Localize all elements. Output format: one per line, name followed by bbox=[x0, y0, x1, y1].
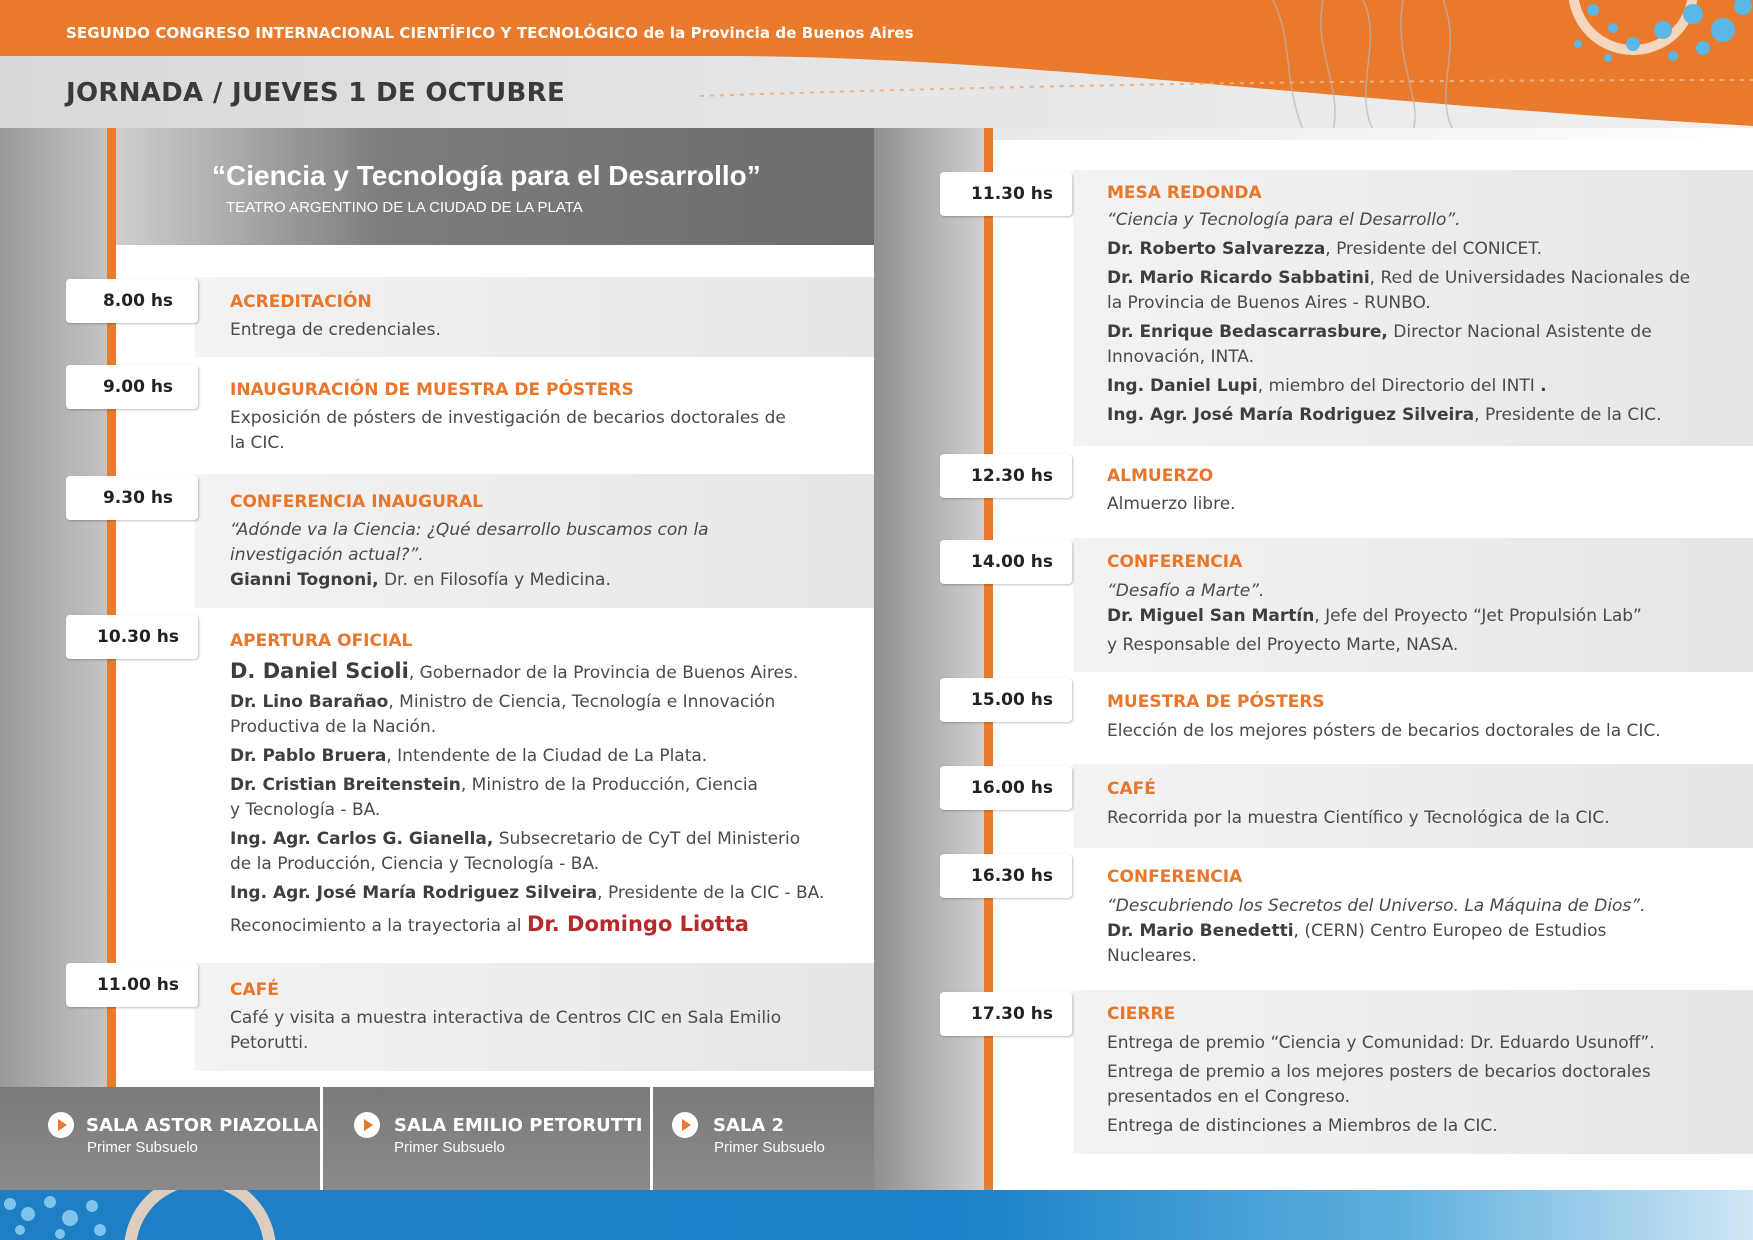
item-text: y Responsable del Proyecto Marte, NASA. bbox=[1107, 635, 1459, 655]
item-text: Exposición de pósters de investigación de becarios doctorales de bbox=[230, 408, 786, 428]
speaker-role: , Red de Universidades Nacionales de bbox=[1369, 268, 1691, 288]
item-quote: investigación actual?”. bbox=[230, 545, 424, 565]
play-icon bbox=[354, 1112, 380, 1138]
item-heading: MESA REDONDA bbox=[1107, 183, 1262, 203]
item-text: Entrega de premio “Ciencia y Comunidad: Dr. Eduardo Usunoff”. bbox=[1107, 1033, 1655, 1053]
speaker-line bbox=[230, 744, 824, 769]
speaker-name: Dr. Mario Ricardo Sabbatini bbox=[1107, 268, 1370, 288]
speaker-name: Dr. Cristian Breitenstein bbox=[230, 775, 461, 795]
item-text: Entrega de premio a los mejores posters de becarios doctorales bbox=[1107, 1062, 1651, 1082]
speaker-role: , Intendente de la Ciudad de La Plata. bbox=[386, 746, 708, 766]
speaker-line bbox=[1107, 320, 1690, 370]
time-label: 9.30 hs bbox=[66, 476, 198, 520]
speaker-name: Ing. Agr. Carlos G. Gianella, bbox=[230, 829, 494, 849]
time-label: 12.30 hs bbox=[940, 454, 1072, 498]
item-quote: “Desafío a Marte”. bbox=[1107, 581, 1265, 601]
time-label: 16.00 hs bbox=[940, 766, 1072, 810]
speaker-role: , Jefe del Proyecto “Jet Propulsión Lab” bbox=[1314, 606, 1642, 626]
item-text: Recorrida por la muestra Científico y Tecnológica de la CIC. bbox=[1107, 808, 1610, 828]
item-body bbox=[1107, 208, 1690, 432]
left-side-bar bbox=[0, 128, 107, 1088]
honoree-name: Dr. Domingo Liotta bbox=[526, 912, 749, 936]
speaker-role: , Ministro de Ciencia, Tecnología e Innovación bbox=[388, 692, 776, 712]
item-heading: APERTURA OFICIAL bbox=[230, 631, 413, 651]
speaker-line bbox=[1107, 604, 1642, 629]
speaker-name: Dr. Enrique Bedascarrasbure, bbox=[1107, 322, 1388, 342]
item-body bbox=[230, 406, 786, 456]
item-heading: INAUGURACIÓN DE MUESTRA DE PÓSTERS bbox=[230, 380, 634, 400]
speaker-name: D. Daniel Scioli bbox=[230, 659, 409, 683]
item-text: Almuerzo libre. bbox=[1107, 494, 1236, 514]
speaker-role: Innovación, INTA. bbox=[1107, 347, 1255, 367]
speaker-line bbox=[230, 690, 824, 740]
item-body bbox=[230, 518, 709, 593]
time-label: 15.00 hs bbox=[940, 678, 1072, 722]
item-heading: CAFÉ bbox=[1107, 779, 1156, 799]
item-body bbox=[1107, 894, 1646, 969]
item-text: Entrega de credenciales. bbox=[230, 320, 441, 340]
speaker-role: Subsecretario de CyT del Ministerio bbox=[493, 829, 801, 849]
time-label: 17.30 hs bbox=[940, 992, 1072, 1036]
item-quote: “Adónde va la Ciencia: ¿Qué desarrollo buscamos con la bbox=[230, 520, 709, 540]
item-text: Elección de los mejores pósters de becarios doctorales de la CIC. bbox=[1107, 721, 1661, 741]
sala-name: SALA 2 bbox=[713, 1115, 785, 1136]
item-text: la CIC. bbox=[230, 433, 285, 453]
speaker-name: Ing. Agr. José María Rodriguez Silveira bbox=[230, 883, 598, 903]
left-orange-line bbox=[107, 128, 116, 1088]
item-text: Café y visita a muestra interactiva de Centros CIC en Sala Emilio bbox=[230, 1008, 782, 1028]
speaker-role: Director Nacional Asistente de bbox=[1387, 322, 1652, 342]
speaker-role: , Presidente del CONICET. bbox=[1325, 239, 1543, 259]
speaker-role: , Presidente de la CIC - BA. bbox=[597, 883, 825, 903]
play-icon bbox=[48, 1112, 74, 1138]
time-label: 14.00 hs bbox=[940, 540, 1072, 584]
item-body bbox=[1107, 492, 1236, 521]
speaker-line bbox=[1107, 403, 1690, 428]
item-text: Nucleares. bbox=[1107, 946, 1197, 966]
sala-floor: Primer Subsuelo bbox=[394, 1139, 505, 1156]
right-top-strip bbox=[993, 128, 1753, 140]
event-title: “Ciencia y Tecnología para el Desarrollo” bbox=[212, 160, 761, 191]
item-text: Entrega de distinciones a Miembros de la CIC. bbox=[1107, 1116, 1498, 1136]
sala-floor: Primer Subsuelo bbox=[87, 1139, 198, 1156]
speaker-role: , Ministro de la Producción, Ciencia bbox=[460, 775, 758, 795]
time-label: 10.30 hs bbox=[66, 615, 198, 659]
play-icon bbox=[672, 1112, 698, 1138]
speaker-line bbox=[1107, 919, 1646, 944]
time-label: 9.00 hs bbox=[66, 365, 198, 409]
congress-title: SEGUNDO CONGRESO INTERNACIONAL CIENTÍFICO Y TECNOLÓGICO de la Provincia de Buenos Aires bbox=[66, 24, 914, 42]
event-venue: TEATRO ARGENTINO DE LA CIUDAD DE LA PLATA bbox=[226, 199, 583, 216]
item-body bbox=[1107, 579, 1642, 658]
speaker-role: , (CERN) Centro Europeo de Estudios bbox=[1293, 921, 1607, 941]
speaker-line bbox=[1107, 266, 1690, 316]
item-quote: “Descubriendo los Secretos del Universo. La Máquina de Dios”. bbox=[1107, 896, 1646, 916]
speaker-name: Dr. Pablo Bruera bbox=[230, 746, 387, 766]
speaker-role: la Provincia de Buenos Aires - RUNBO. bbox=[1107, 293, 1431, 313]
item-heading: CONFERENCIA bbox=[1107, 552, 1243, 572]
time-label: 16.30 hs bbox=[940, 854, 1072, 898]
item-body bbox=[1107, 719, 1661, 748]
speaker-line: Ing. Daniel Lupi, miembro del Directorio del INTI . bbox=[1107, 376, 1547, 396]
speaker-name: Ing. Daniel Lupi bbox=[1107, 376, 1258, 396]
item-quote: “Ciencia y Tecnología para el Desarrollo”. bbox=[1107, 210, 1461, 230]
jornada-title: JORNADA / JUEVES 1 DE OCTUBRE bbox=[66, 78, 566, 108]
item-heading: CAFÉ bbox=[230, 980, 279, 1000]
speaker-line bbox=[1107, 237, 1690, 262]
item-text: Petorutti. bbox=[230, 1033, 309, 1053]
speaker-line bbox=[230, 881, 824, 906]
item-heading: CIERRE bbox=[1107, 1004, 1176, 1024]
item-heading: ACREDITACIÓN bbox=[230, 292, 372, 312]
speaker-role: Productiva de la Nación. bbox=[230, 717, 437, 737]
time-label: 8.00 hs bbox=[66, 279, 198, 323]
item-body bbox=[230, 1006, 781, 1056]
item-heading: CONFERENCIA bbox=[1107, 867, 1243, 887]
item-heading: CONFERENCIA INAUGURAL bbox=[230, 492, 484, 512]
item-heading: MUESTRA DE PÓSTERS bbox=[1107, 692, 1325, 712]
speaker-name: Gianni Tognoni, bbox=[230, 570, 379, 590]
speaker-line bbox=[230, 659, 824, 686]
speaker-role: , Presidente de la CIC. bbox=[1474, 405, 1662, 425]
speaker-name: Ing. Agr. José María Rodriguez Silveira bbox=[1107, 405, 1475, 425]
item-text: presentados en el Congreso. bbox=[1107, 1087, 1350, 1107]
time-label: 11.30 hs bbox=[940, 172, 1072, 216]
speaker-line bbox=[230, 568, 709, 593]
speaker-role: , miembro del Directorio del INTI bbox=[1257, 376, 1541, 396]
time-label: 11.00 hs bbox=[66, 963, 198, 1007]
speaker-role: , Gobernador de la Provincia de Buenos Aires. bbox=[408, 663, 799, 683]
item-body bbox=[230, 318, 441, 347]
sala-name: SALA EMILIO PETORUTTI bbox=[394, 1115, 643, 1136]
speaker-name: Dr. Roberto Salvarezza bbox=[1107, 239, 1326, 259]
item-body bbox=[1107, 806, 1610, 835]
speaker-role: y Tecnología - BA. bbox=[230, 800, 381, 820]
speaker-line bbox=[230, 827, 824, 877]
footer-bubbles-decoration bbox=[0, 1190, 360, 1240]
item-body bbox=[1107, 1031, 1655, 1143]
speaker-role: Dr. en Filosofía y Medicina. bbox=[378, 570, 611, 590]
header-bubbles-decoration bbox=[1233, 0, 1753, 130]
speaker-name: Dr. Lino Barañao bbox=[230, 692, 389, 712]
speaker-line bbox=[230, 773, 824, 823]
recognition-text: Reconocimiento a la trayectoria al bbox=[230, 916, 527, 936]
item-body bbox=[230, 659, 824, 943]
item-heading: ALMUERZO bbox=[1107, 466, 1214, 486]
sala-name: SALA ASTOR PIAZOLLA bbox=[86, 1115, 319, 1136]
speaker-role: de la Producción, Ciencia y Tecnología - BA. bbox=[230, 854, 600, 874]
sala-floor: Primer Subsuelo bbox=[714, 1139, 825, 1156]
speaker-name: Dr. Mario Benedetti bbox=[1107, 921, 1294, 941]
speaker-name: Dr. Miguel San Martín bbox=[1107, 606, 1315, 626]
recognition-line bbox=[230, 912, 824, 939]
